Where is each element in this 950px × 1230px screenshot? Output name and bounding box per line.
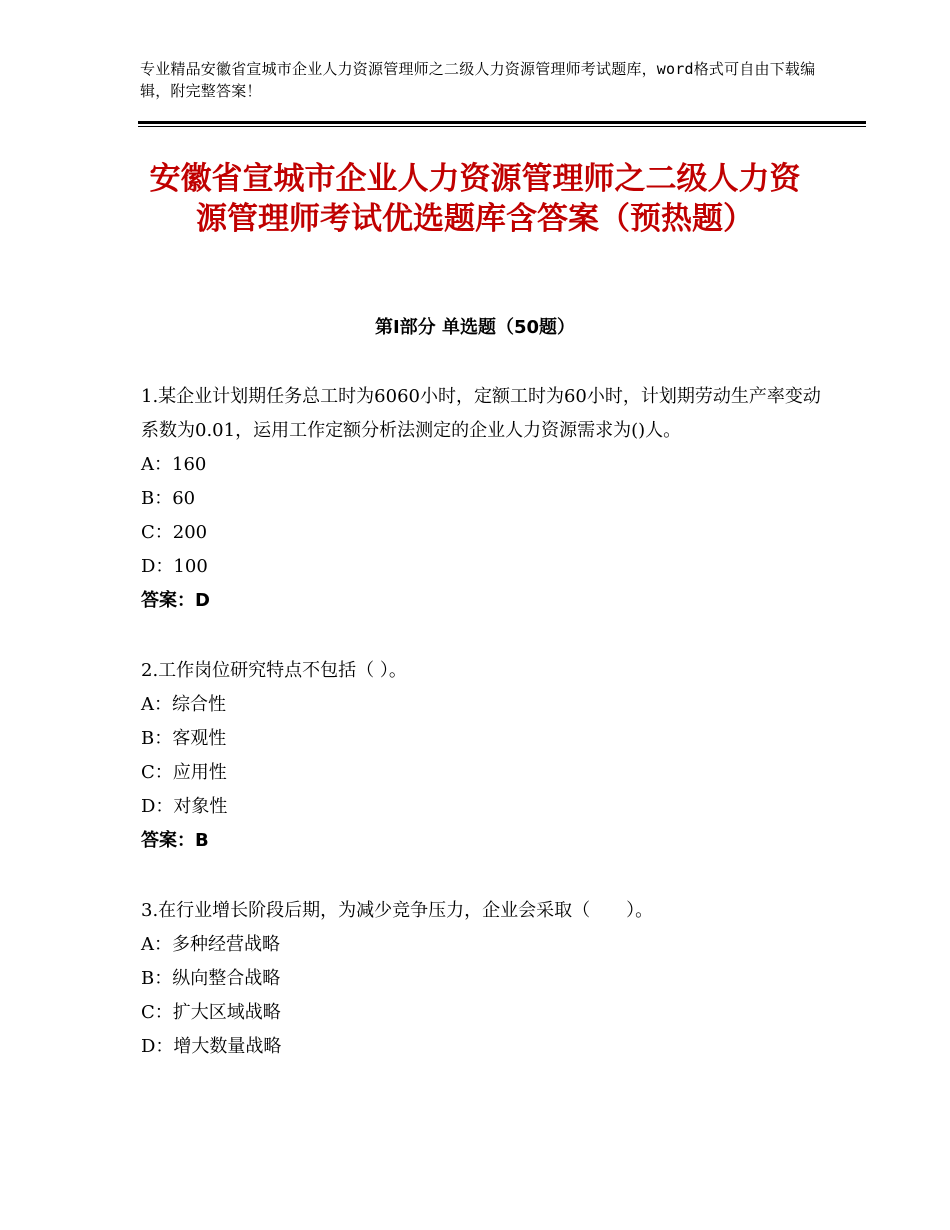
option-a: A：多种经营战略 — [141, 934, 280, 955]
option-a: A：综合性 — [141, 694, 226, 715]
question-stem: 1.某企业计划期任务总工时为6060小时，定额工时为60小时，计划期劳动生产率变动系数为0.01，运用工作定额分析法测定的企业人力资源需求为()人。 — [141, 386, 821, 441]
option-b: B：60 — [141, 488, 196, 509]
question-stem: 2.工作岗位研究特点不包括（ ）。 — [141, 660, 407, 681]
question-stem: 3.在行业增长阶段后期，为减少竞争压力，企业会采取（ ）。 — [141, 900, 654, 921]
section-heading: 第Ⅰ部分 单选题（50题） — [374, 317, 575, 338]
option-b: B：纵向整合战略 — [141, 968, 281, 989]
answer-line: 答案：B — [141, 830, 209, 851]
header-divider-thick — [138, 121, 866, 124]
option-b: B：客观性 — [141, 728, 227, 749]
header-divider-thin — [138, 126, 866, 127]
answer-line: 答案：D — [141, 590, 210, 611]
question-3 — [141, 894, 821, 1064]
option-c: C：扩大区域战略 — [141, 1002, 281, 1023]
option-c: C：200 — [141, 522, 208, 543]
header-note: 专业精品安徽省宣城市企业人力资源管理师之二级人力资源管理师考试题库，word格式可自由下载编辑，附完整答案！ — [140, 60, 816, 100]
option-d: D：增大数量战略 — [141, 1036, 282, 1057]
option-d: D：对象性 — [141, 796, 228, 817]
question-list — [141, 380, 821, 1100]
option-d: D：100 — [141, 556, 208, 577]
question-2 — [141, 654, 821, 858]
option-a: A：160 — [141, 454, 207, 475]
question-1 — [141, 380, 821, 618]
option-c: C：应用性 — [141, 762, 227, 783]
document-title: 安徽省宣城市企业人力资源管理师之二级人力资源管理师考试优选题库含答案（预热题） — [149, 161, 801, 237]
